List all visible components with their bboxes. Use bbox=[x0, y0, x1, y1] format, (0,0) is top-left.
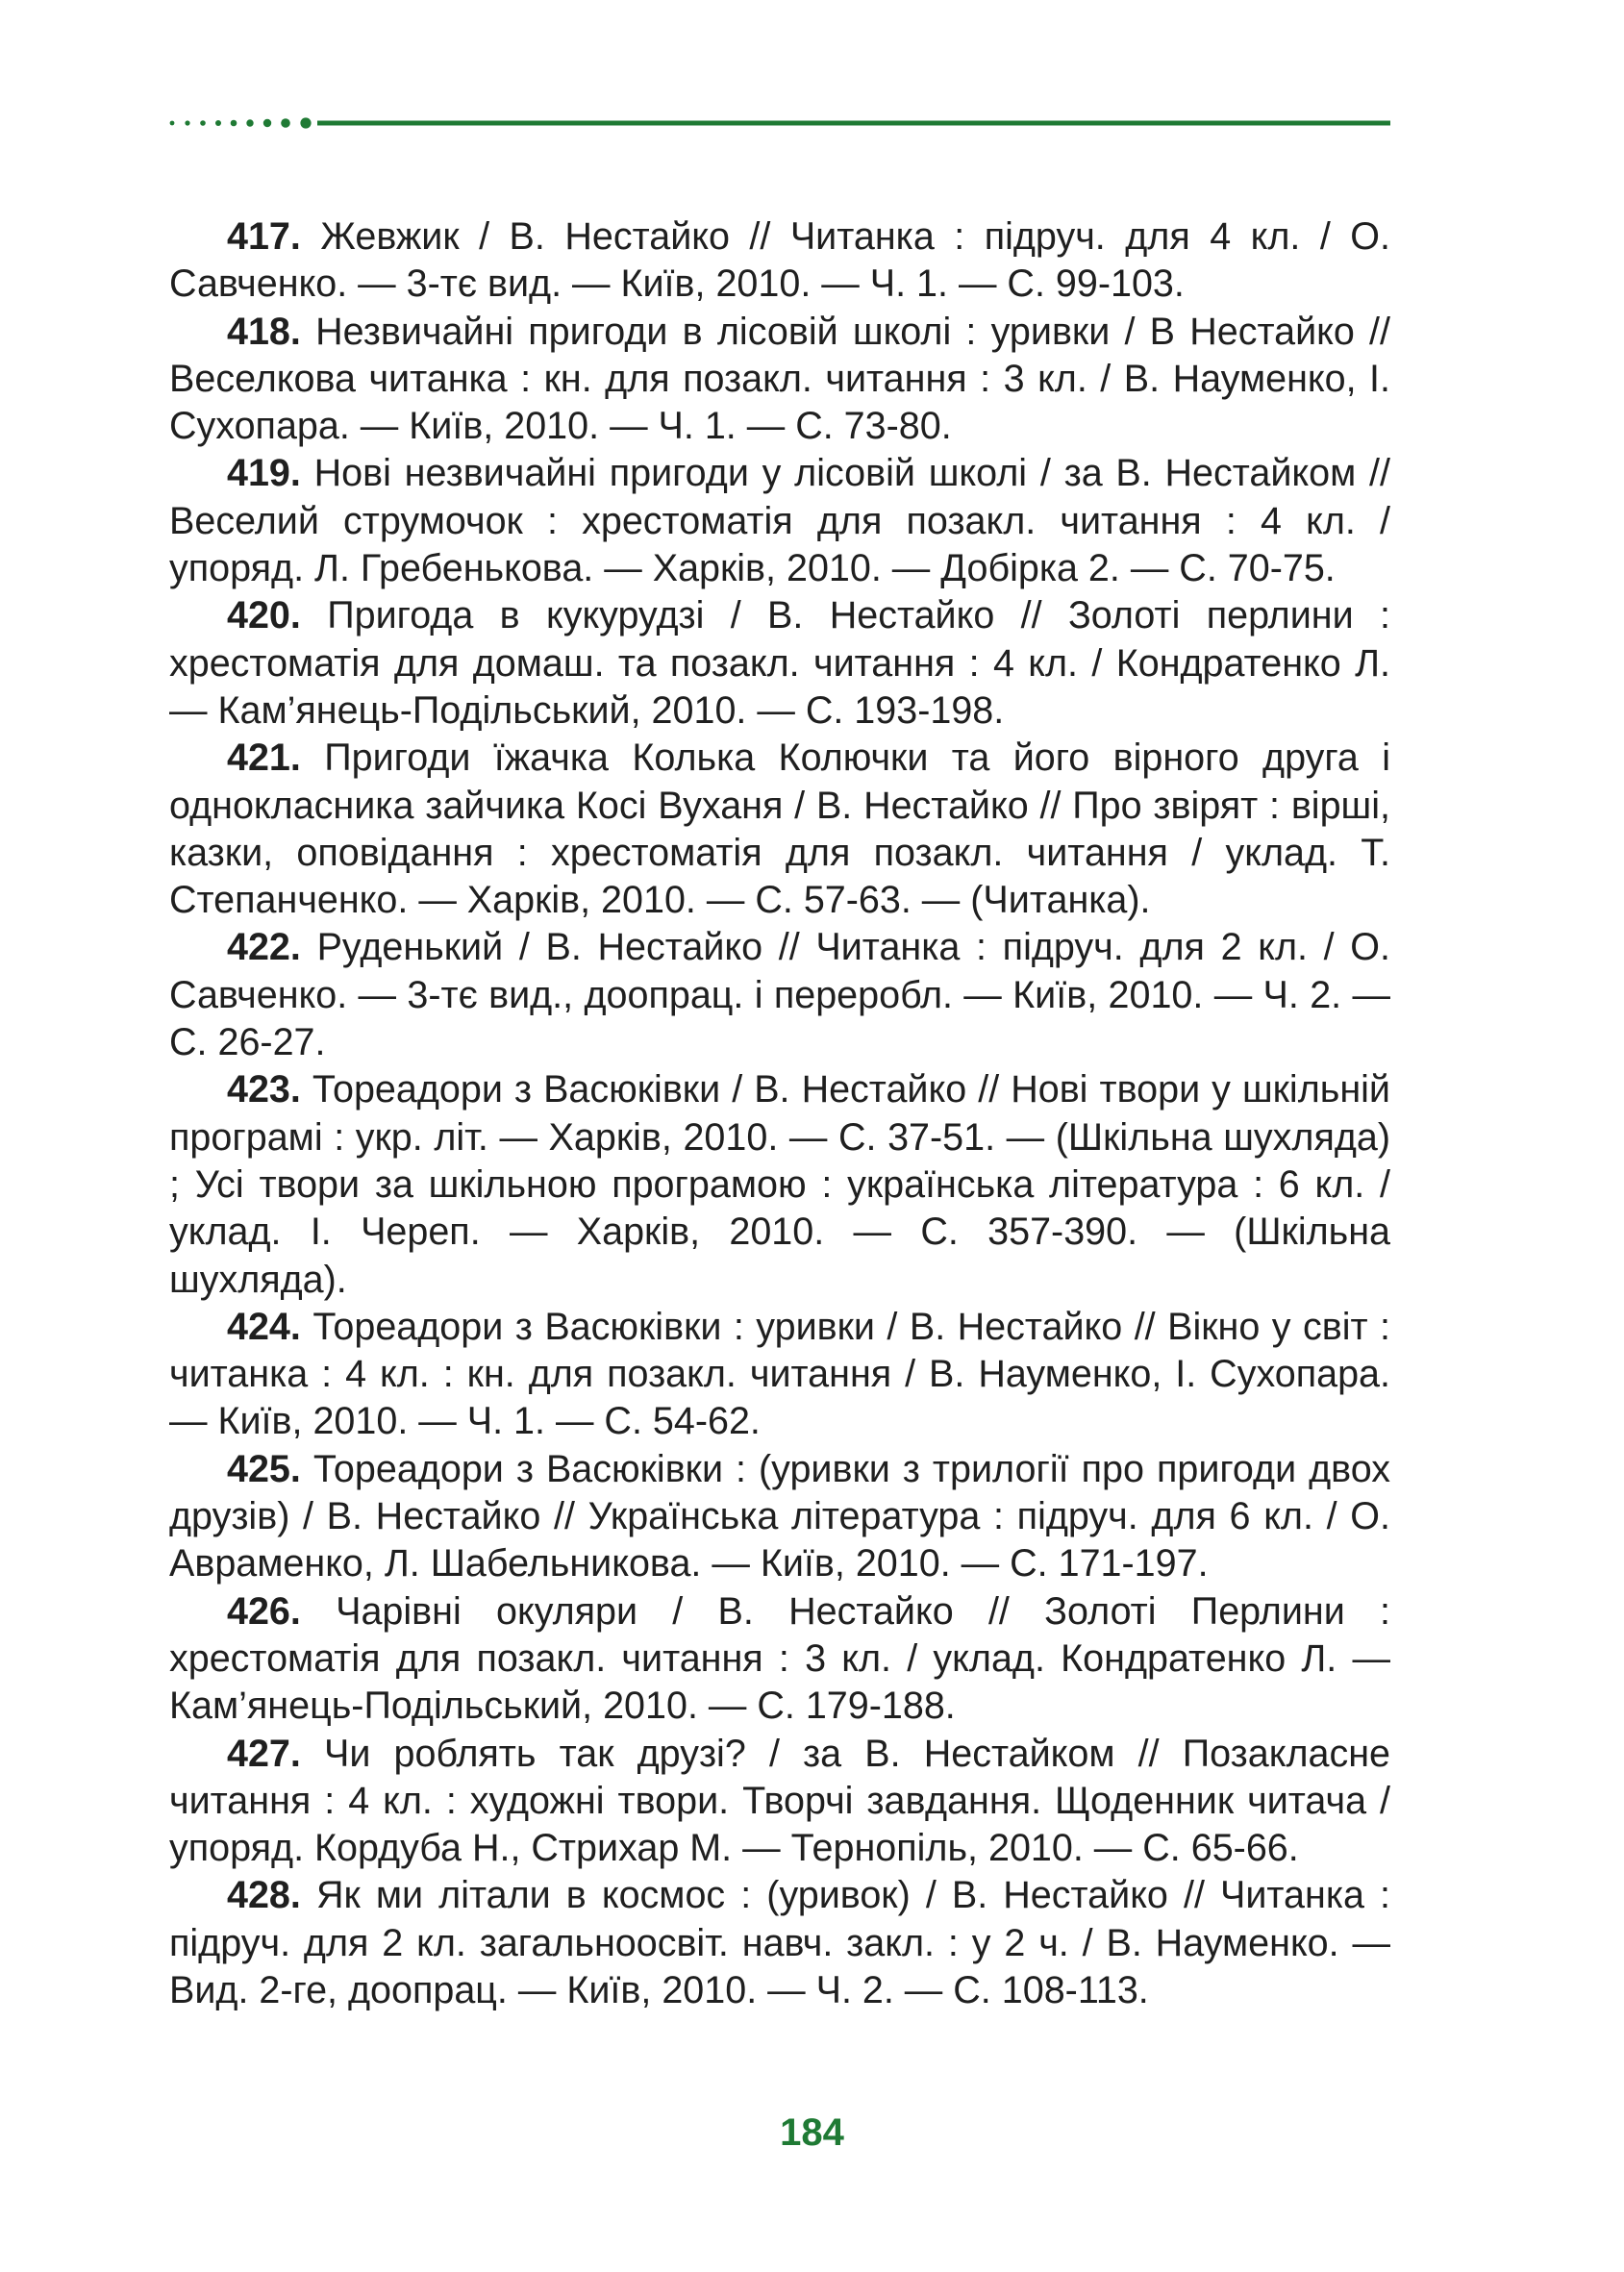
entry-text: Пригоди їжачка Колька Колючки та його вірного друга і однокласника зайчика Косі Вуханя / В. Нестайко // Про звірят : вірші, казки, оповідання : хрестоматія для позакл. читання / уклад. Т. Степанченко. — Харків, 2010. — С. 57-63. — (Читанка). bbox=[169, 737, 1390, 922]
entry-423 bbox=[169, 1066, 1390, 1303]
page-number: 184 bbox=[780, 2111, 844, 2154]
entry-number: 428. bbox=[227, 1874, 301, 1917]
entry-text: Тореадори з Васюківки : (уривки з трилогії про пригоди двох друзів) / В. Нестайко // Українська література : підруч. для 6 кл. / О. Авраменко, Л. Шабельникова. — Київ, 2010. — С. 171-197. bbox=[169, 1447, 1390, 1585]
entry-number: 417. bbox=[227, 215, 301, 258]
bibliography-list bbox=[169, 213, 1390, 2014]
entry-417 bbox=[169, 213, 1390, 309]
entry-number: 418. bbox=[227, 310, 301, 353]
entry-number: 425. bbox=[227, 1447, 301, 1490]
entry-text: Руденький / В. Нестайко // Читанка : підруч. для 2 кл. / О. Савченко. — 3-тє вид., доопрац. і переробл. — Київ, 2010. — Ч. 2. — С. 26-27. bbox=[169, 926, 1390, 1064]
entry-text: Пригода в кукурудзі / В. Нестайко // Золоті перлини : хрестоматія для домаш. та позакл. читання : 4 кл. / Кондратенко Л. — Кам’янець-Подільський, 2010. — С. 193-198. bbox=[169, 594, 1390, 732]
entry-text: Жевжик / В. Нестайко // Читанка : підруч. для 4 кл. / О. Савченко. — 3-тє вид. — Київ, 2010. — Ч. 1. — С. 99-103. bbox=[169, 215, 1390, 306]
entry-text: Нові незвичайні пригоди у лісовій школі / за В. Нестайком // Веселий струмочок : хрестоматія для позакл. читання : 4 кл. / упоряд. Л. Гребенькова. — Харків, 2010. — Добірка 2. — С. 70-75. bbox=[169, 452, 1390, 590]
entry-426 bbox=[169, 1588, 1390, 1731]
entry-number: 422. bbox=[227, 926, 301, 969]
entry-number: 419. bbox=[227, 452, 301, 495]
entry-428 bbox=[169, 1872, 1390, 2014]
entry-number: 420. bbox=[227, 594, 301, 637]
entry-422 bbox=[169, 924, 1390, 1066]
entry-424 bbox=[169, 1304, 1390, 1446]
entry-text: Чарівні окуляри / В. Нестайко // Золоті Перлини : хрестоматія для позакл. читання : 3 кл. / уклад. Кондратенко Л. — Кам’янець-Подільський, 2010. — С. 179-188. bbox=[169, 1589, 1390, 1728]
entry-number: 421. bbox=[227, 737, 301, 780]
entry-418 bbox=[169, 309, 1390, 451]
entry-419 bbox=[169, 450, 1390, 592]
entry-number: 423. bbox=[227, 1068, 301, 1111]
header-dotted-rule bbox=[169, 115, 1390, 131]
entry-text: Тореадори з Васюківки : уривки / В. Нестайко // Вікно у світ : читанка : 4 кл. : кн. для позакл. читання / В. Науменко, І. Сухопара. — Київ, 2010. — Ч. 1. — С. 54-62. bbox=[169, 1305, 1390, 1443]
entry-text: Незвичайні пригоди в лісовій школі : уривки / В Нестайко // Веселкова читанка : кн. для позакл. читання : 3 кл. / В. Науменко, І. Сухопара. — Київ, 2010. — Ч. 1. — С. 73-80. bbox=[169, 310, 1390, 448]
entry-427 bbox=[169, 1731, 1390, 1873]
entry-number: 424. bbox=[227, 1305, 301, 1348]
entry-number: 427. bbox=[227, 1732, 301, 1775]
entry-text: Тореадори з Васюківки / В. Нестайко // Нові твори у шкільній програмі : укр. літ. — Харків, 2010. — С. 37-51. — (Шкільна шухляда) ; Усі твори за шкільною програмою : українська література : 6 кл. / уклад. І. Череп. — Харків, 2010. — С. 357-390. — (Шкільна шухляда). bbox=[169, 1068, 1390, 1301]
entry-425 bbox=[169, 1446, 1390, 1588]
entry-420 bbox=[169, 592, 1390, 735]
entry-text: Чи роблять так друзі? / за В. Нестайком // Позакласне читання : 4 кл. : художні твори. Творчі завдання. Щоденник читача / упоряд. Кордуба Н., Стрихар М. — Тернопіль, 2010. — С. 65-66. bbox=[169, 1732, 1390, 1870]
entry-text: Як ми літали в космос : (уривок) / В. Нестайко // Читанка : підруч. для 2 кл. загальноосвіт. навч. закл. : у 2 ч. / В. Науменко. — Вид. 2-ге, доопрац. — Київ, 2010. — Ч. 2. — С. 108-113. bbox=[169, 1874, 1390, 2011]
entry-421 bbox=[169, 735, 1390, 924]
entry-number: 426. bbox=[227, 1589, 301, 1633]
